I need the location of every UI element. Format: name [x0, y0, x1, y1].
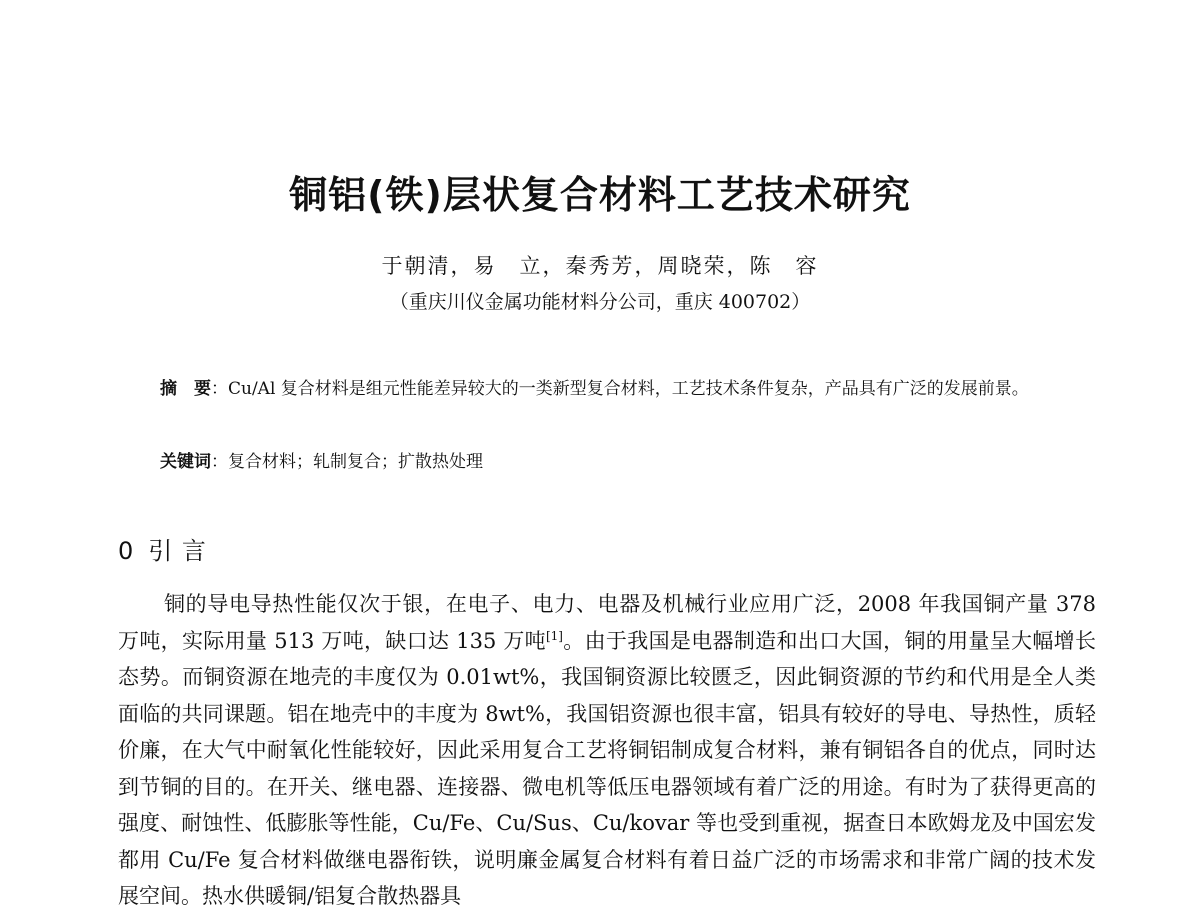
section-number: 0: [118, 537, 135, 565]
author-list: 于朝清，易 立，秦秀芳，周晓荣，陈 容: [381, 254, 819, 278]
abstract-label: 摘 要: [160, 379, 211, 399]
body-paragraph: [118, 586, 1096, 915]
abstract-text: ：Cu/Al 复合材料是组元性能差异较大的一类新型复合材料，工艺技术条件复杂，产品具有广泛的发展前景。: [211, 379, 1029, 399]
body-text-part2: 。由于我国是电器制造和出口大国，铜的用量呈大幅增长态势。而铜资源在地壳的丰度仅为 0.01wt%，我国铜资源比较匮乏，因此铜资源的节约和代用是全人类面临的共同课题。铝在地壳中的丰度为 8wt%，我国铝资源也很丰富，铝具有较好的导电、导热性，质轻价廉，在大气中耐氧化性能较好，因此采用复合工艺将铜铝制成复合材料，兼有铜铝各自的优点，同时达到节铜的目的。在开关、继电器、连接器、微电机等低压电器领域有着广泛的用途。有时为了获得更高的强度、耐蚀性、低膨胀等性能，Cu/Fe、Cu/Sus、Cu/kovar 等也受到重视，据查日本欧姆龙及中国宏发都用 Cu/Fe 复合材料做继电器衔铁，说明廉金属复合材料有着日益广泛的市场需求和非常广阔的技术发展空间。热水供暖铜/铝复合散热器具: [118, 628, 1096, 908]
paper-title: 铜铝(铁)层状复合材料工艺技术研究: [289, 173, 911, 217]
section-title: 引 言: [148, 537, 207, 565]
keywords-label: 关键词: [160, 452, 211, 472]
keywords-text: ：复合材料；轧制复合；扩散热处理: [211, 452, 483, 472]
author-affiliation: （重庆川仪金属功能材料分公司，重庆 400702）: [389, 291, 811, 313]
body-text-part1: 铜的导电导热性能仅次于银，在电子、电力、电器及机械行业应用广泛，2008 年我国铜产量 378 万吨，实际用量 513 万吨，缺口达 135 万吨: [118, 592, 1096, 653]
section-heading: [118, 533, 207, 569]
citation-ref: [1]: [545, 628, 563, 643]
keywords: [160, 447, 1100, 477]
abstract: [118, 372, 1098, 406]
